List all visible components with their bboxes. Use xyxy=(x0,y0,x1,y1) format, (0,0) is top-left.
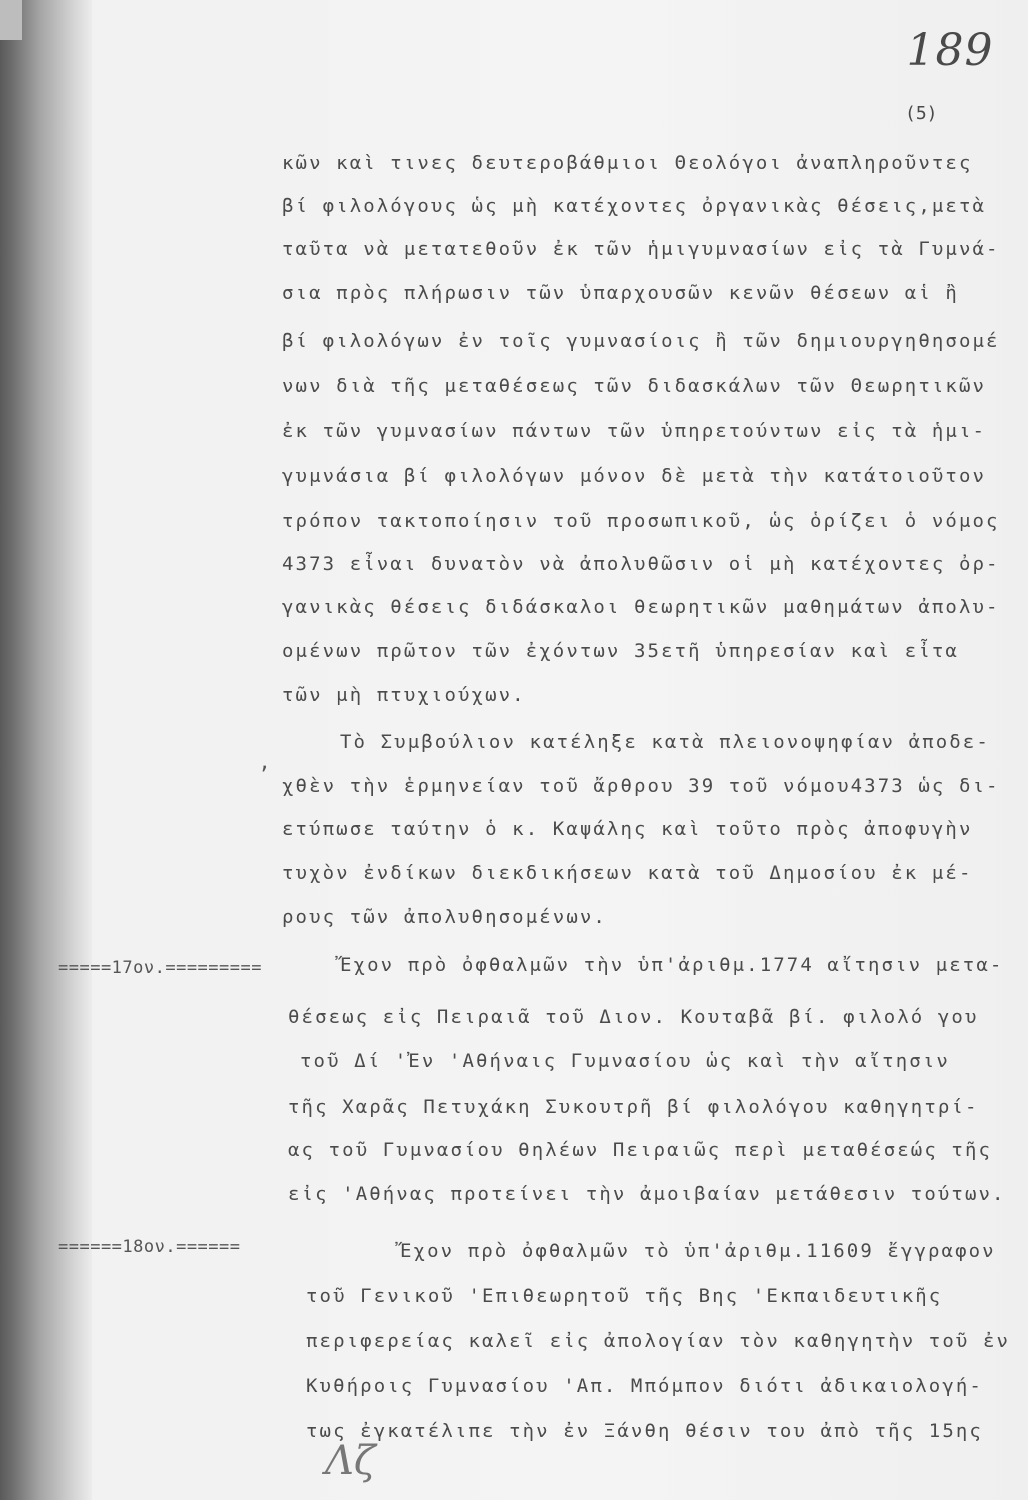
text-line: σια πρὸς πλήρωσιν τῶν ὑπαρχουσῶν κενῶν θέσεων αἱ ἢ xyxy=(282,282,959,304)
text-line: ας τοῦ Γυμνασίου θηλέων Πειραιῶς περὶ μεταθέσεώς τῆς xyxy=(288,1139,993,1161)
text-line: τοῦ Δί 'Ἐν 'Αθήναις Γυμνασίου ὡς καὶ τὴν αἴτησιν xyxy=(300,1050,950,1072)
text-line: νων διὰ τῆς μεταθέσεως τῶν διδασκάλων τῶν Θεωρητικῶν xyxy=(282,375,987,397)
text-line: εἰς 'Αθήνας προτείνει τὴν ἀμοιβαίαν μετάθεσιν τούτων. xyxy=(288,1183,1006,1205)
text-line: ταῦτα νὰ μετατεθοῦν ἐκ τῶν ἡμιγυμνασίων εἰς τὰ Γυμνά- xyxy=(282,238,1000,260)
text-line: τως ἐγκατέλιπε τὴν ἐν Ξάνθη θέσιν του ἀπὸ τῆς 15ης xyxy=(306,1420,983,1442)
text-line: θέσεως εἰς Πειραιᾶ τοῦ Διον. Κουταβᾶ βί. φιλολό γου xyxy=(288,1006,979,1028)
text-line: χθὲν τὴν ἑρμηνείαν τοῦ ἄρθρου 39 τοῦ νόμου4373 ὡς δι- xyxy=(282,775,1000,797)
page-number: (5) xyxy=(905,103,938,124)
text-line: Τὸ Συμβούλιον κατέληξε κατὰ πλειονοψηφίαν ἀποδε- xyxy=(340,731,990,753)
text-line: κῶν καὶ τινες δευτεροβάθμιοι Θεολόγοι ἀναπληροῦντες xyxy=(282,152,973,174)
folio-number: 189 xyxy=(906,25,994,76)
text-line: τῶν μὴ πτυχιούχων. xyxy=(282,684,526,706)
text-line: ρους τῶν ἀπολυθησομένων. xyxy=(282,906,607,928)
text-line: 4373 εἶναι δυνατὸν νὰ ἀπολυθῶσιν οἱ μὴ κατέχοντες ὀρ- xyxy=(282,553,1000,575)
margin-tick-mark: ʼ xyxy=(258,762,271,786)
text-line: τρόπον τακτοποίησιν τοῦ προσωπικοῦ, ὡς ὁρίζει ὁ νόμος xyxy=(282,510,1000,532)
text-line: γυμνάσια βί φιλολόγων μόνον δὲ μετὰ τὴν κατάτοιοῦτον xyxy=(282,465,987,487)
text-line: ἐκ τῶν γυμνασίων πάντων τῶν ὑπηρετούντων εἰς τὰ ἡμι- xyxy=(282,420,987,442)
text-line: ετύπωσε ταύτην ὁ κ. Καψάλης καὶ τοῦτο πρὸς ἀποφυγὴν xyxy=(282,818,973,840)
text-line: τοῦ Γενικοῦ 'Επιθεωρητοῦ τῆς Βης 'Εκπαιδευτικῆς xyxy=(306,1285,943,1307)
handwritten-initials: Λζ xyxy=(325,1438,376,1484)
binding-shadow xyxy=(0,0,92,1500)
text-line: βί φιλολόγους ὡς μὴ κατέχοντες ὀργανικὰς θέσεις,μετὰ xyxy=(282,195,987,217)
text-line: τῆς Χαρᾶς Πετυχάκη Συκουτρῆ βί φιλολόγου καθηγητρί- xyxy=(288,1096,979,1118)
text-line: περιφερείας καλεῖ εἰς ἀπολογίαν τὸν καθηγητὴν τοῦ ἐν xyxy=(306,1330,1011,1352)
text-line: τυχὸν ἐνδίκων διεκδικήσεων κατὰ τοῦ Δημοσίου ἐκ μέ- xyxy=(282,862,973,884)
text-line: ομένων πρῶτον τῶν ἐχόντων 35ετῆ ὑπηρεσίαν καὶ εἶτα xyxy=(282,640,959,662)
item-18-label: ======18ον.====== xyxy=(58,1237,241,1257)
item-17-label: =====17ον.========= xyxy=(58,958,262,978)
text-line: βί φιλολόγων ἐν τοῖς γυμνασίοις ἢ τῶν δημιουργηθησομέ xyxy=(282,330,1000,352)
text-line: Ἔχον πρὸ ὀφθαλμῶν τὸ ὑπ'ἀριθμ.11609 ἔγγραφον xyxy=(400,1240,996,1262)
binding-tab xyxy=(0,0,22,40)
text-line: Κυθήροις Γυμνασίου 'Απ. Μπόμπον διότι ἀδικαιολογή- xyxy=(306,1375,983,1397)
text-line: γανικὰς θέσεις διδάσκαλοι θεωρητικῶν μαθημάτων ἀπολυ- xyxy=(282,596,1000,618)
text-line: Ἔχον πρὸ ὀφθαλμῶν τὴν ὑπ'ἀριθμ.1774 αἴτησιν μετα- xyxy=(340,954,1004,976)
